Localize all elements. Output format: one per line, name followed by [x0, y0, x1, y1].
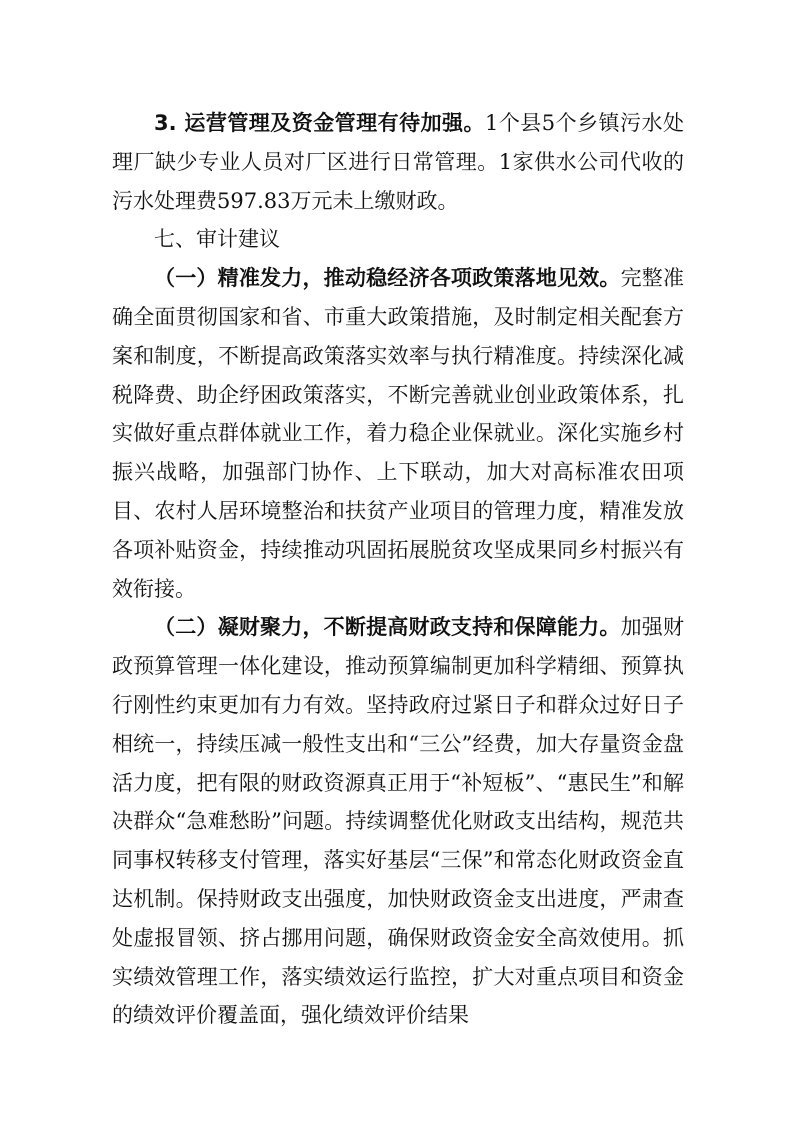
item-1-lead: （一）精准发力，推动稳经济各项政策落地见效。: [154, 266, 621, 291]
paragraph-section-3: [112, 104, 684, 220]
document-body: [112, 104, 684, 1035]
item-1-body: 完整准确全面贯彻国家和省、市重大政策措施，及时制定相关配套方案和制度，不断提高政策落实效率与执行精准度。持续深化减税降费、助企纾困政策落实，不断完善就业创业政策体系，扎实做好重点群体就业工作，着力稳企业保就业。深化实施乡村振兴战略，加强部门协作、上下联动，加大对高标准农田项目、农村人居环境整治和扶贫产业项目的管理力度，精准发放各项补贴资金，持续推动巩固拓展脱贫攻坚成果同乡村振兴有效衔接。: [112, 266, 685, 601]
section-3-body: 1个县5个乡镇污水处理厂缺少专业人员对厂区进行日常管理。1家供水公司代收的污水处理费597.83万元未上缴财政。: [112, 111, 684, 213]
section-heading-audit-suggestions: 七、审计建议: [154, 227, 280, 252]
paragraph-item-2: [112, 608, 684, 1035]
item-2-body: 加强财政预算管理一体化建设，推动预算编制更加科学精细、预算执行刚性约束更加有力有效。坚持政府过紧日子和群众过好日子相统一，持续压减一般性支出和“三公”经费，加大存量资金盘活力度，把有限的财政资源真正用于“补短板”、“惠民生”和解决群众“急难愁盼”问题。持续调整优化财政支出结构，规范共同事权转移支付管理，落实好基层“三保”和常态化财政资金直达机制。保持财政支出强度，加快财政资金支出进度，严肃查处虚报冒领、挤占挪用问题，确保财政资金安全高效使用。抓实绩效管理工作，落实绩效运行监控，扩大对重点项目和资金的绩效评价覆盖面，强化绩效评价结果: [112, 615, 685, 1028]
section-3-lead: 3. 运营管理及资金管理有待加强。: [154, 111, 485, 135]
item-2-lead: （二）凝财聚力，不断提高财政支持和保障能力。: [154, 615, 621, 640]
paragraph-item-1: [112, 259, 684, 608]
